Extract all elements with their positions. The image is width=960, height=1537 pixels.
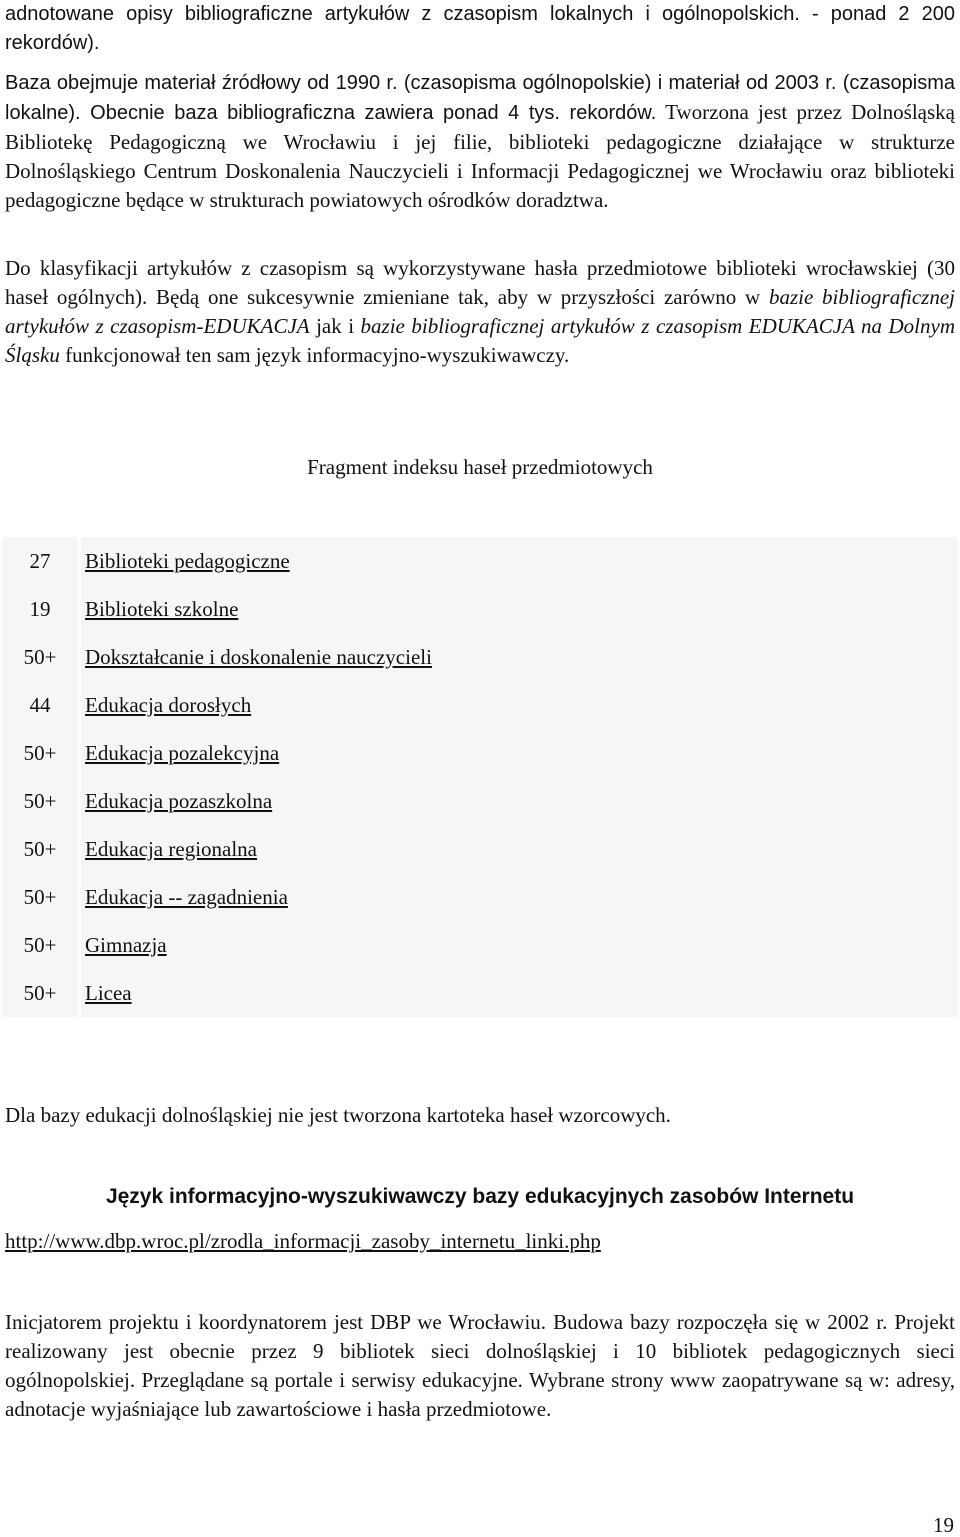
baza-text-serif: Tworzona jest przez Dolnośląską Bibliotekę Pedagogiczną we Wrocławiu i jej filie, biblioteki pedagogiczne działające w strukturze Dolnośląskiego Centrum Doskonalenia Nauczycieli i Informacji Pedagogicznej we Wrocławiu oraz biblioteki pedagogiczne będące w strukturach powiatowych ośrodków doradztwa. <box>5 100 955 212</box>
index-count: 44 <box>2 681 81 729</box>
index-count: 50+ <box>2 777 81 825</box>
index-term-cell <box>81 729 958 777</box>
index-row <box>2 969 958 1017</box>
baza-paragraph <box>5 68 955 215</box>
index-row <box>2 729 958 777</box>
index-term-cell <box>81 633 958 681</box>
index-term-link[interactable]: Dokształcanie i doskonalenie nauczycieli <box>85 644 432 669</box>
index-row <box>2 585 958 633</box>
index-term-link[interactable]: Edukacja pozaszkolna <box>85 788 273 813</box>
page-number: 19 <box>933 1513 954 1537</box>
klasyfikacja-italic-1: bazie bibliograficznej artykułów z czasopism-EDUKACJA <box>5 285 956 338</box>
index-count: 50+ <box>2 873 81 921</box>
index-count: 50+ <box>2 969 81 1017</box>
index-fragment-title: Fragment indeksu haseł przedmiotowych <box>307 455 653 479</box>
baza-text-sans: Baza obejmuje materiał źródłowy od 1990 r. (czasopisma ogólnopolskie) i materiał od 2003 r. (czasopisma lokalne). Obecnie baza bibliograficzna zawiera ponad 4 tys. rekordów. <box>5 72 955 124</box>
index-row <box>2 873 958 921</box>
index-count: 50+ <box>2 729 81 777</box>
index-term-link[interactable]: Biblioteki szkolne <box>85 596 239 621</box>
index-row <box>2 537 958 585</box>
index-row <box>2 825 958 873</box>
index-row <box>2 681 958 729</box>
klasyfikacja-paragraph <box>5 254 955 370</box>
index-row <box>2 633 958 681</box>
index-term-cell <box>81 825 958 873</box>
index-count: 27 <box>2 537 81 585</box>
authority-file-note: Dla bazy edukacji dolnośląskiej nie jest tworzona kartoteka haseł wzorcowych. <box>5 1103 671 1127</box>
index-term-link[interactable]: Edukacja pozalekcyjna <box>85 740 280 765</box>
index-term-link[interactable]: Licea <box>85 980 132 1005</box>
index-row <box>2 777 958 825</box>
index-term-cell <box>81 585 958 633</box>
index-term-cell <box>81 873 958 921</box>
internet-resources-link[interactable]: http://www.dbp.wroc.pl/zrodla_informacji_zasoby_internetu_linki.php <box>5 1229 601 1253</box>
index-term-cell <box>81 921 958 969</box>
index-term-cell <box>81 537 958 585</box>
index-term-link[interactable]: Edukacja -- zagadnienia <box>85 884 288 909</box>
index-term-link[interactable]: Biblioteki pedagogiczne <box>85 548 290 573</box>
index-term-link[interactable]: Gimnazja <box>85 932 167 957</box>
section-heading: Język informacyjno-wyszukiwawczy bazy edukacyjnych zasobów Internetu <box>105 1185 855 1208</box>
index-term-link[interactable]: Edukacja dorosłych <box>85 692 252 717</box>
klasyfikacja-text-1: Do klasyfikacji artykułów z czasopism są wykorzystywane hasła przedmiotowe biblioteki wrocławskiej (30 haseł ogólnych). Będą one sukcesywnie zmieniane tak, aby w przyszłości zarówno w <box>5 256 955 309</box>
index-count: 50+ <box>2 921 81 969</box>
index-term-cell <box>81 681 958 729</box>
index-term-link[interactable]: Edukacja regionalna <box>85 836 257 861</box>
index-count: 50+ <box>2 825 81 873</box>
index-term-cell <box>81 969 958 1017</box>
klasyfikacja-text-2: jak i <box>309 314 361 338</box>
klasyfikacja-italic-2: bazie bibliograficznej artykułów z czasopism EDUKACJA na Dolnym Śląsku <box>5 314 955 367</box>
index-term-cell <box>81 777 958 825</box>
index-count: 50+ <box>2 633 81 681</box>
index-count: 19 <box>2 585 81 633</box>
klasyfikacja-text-3: funkcjonował ten sam język informacyjno-wyszukiwawczy. <box>59 343 570 367</box>
subject-index-table <box>2 537 958 1017</box>
intro-paragraph: adnotowane opisy bibliograficzne artykułów z czasopism lokalnych i ogólnopolskich. - ponad 2 200 rekordów). <box>5 3 955 54</box>
index-row <box>2 921 958 969</box>
project-description: Inicjatorem projektu i koordynatorem jest DBP we Wrocławiu. Budowa bazy rozpoczęła się w 2002 r. Projekt realizowany jest obecnie przez 9 bibliotek sieci dolnośląskiej i 10 bibliotek pedagogicznych sieci ogólnopolskiej. Przeglądane są portale i serwisy edukacyjne. Wybrane strony www zaopatrywane są w: adresy, adnotacje wyjaśniające lub zawartościowe i hasła przedmiotowe. <box>5 1310 955 1421</box>
